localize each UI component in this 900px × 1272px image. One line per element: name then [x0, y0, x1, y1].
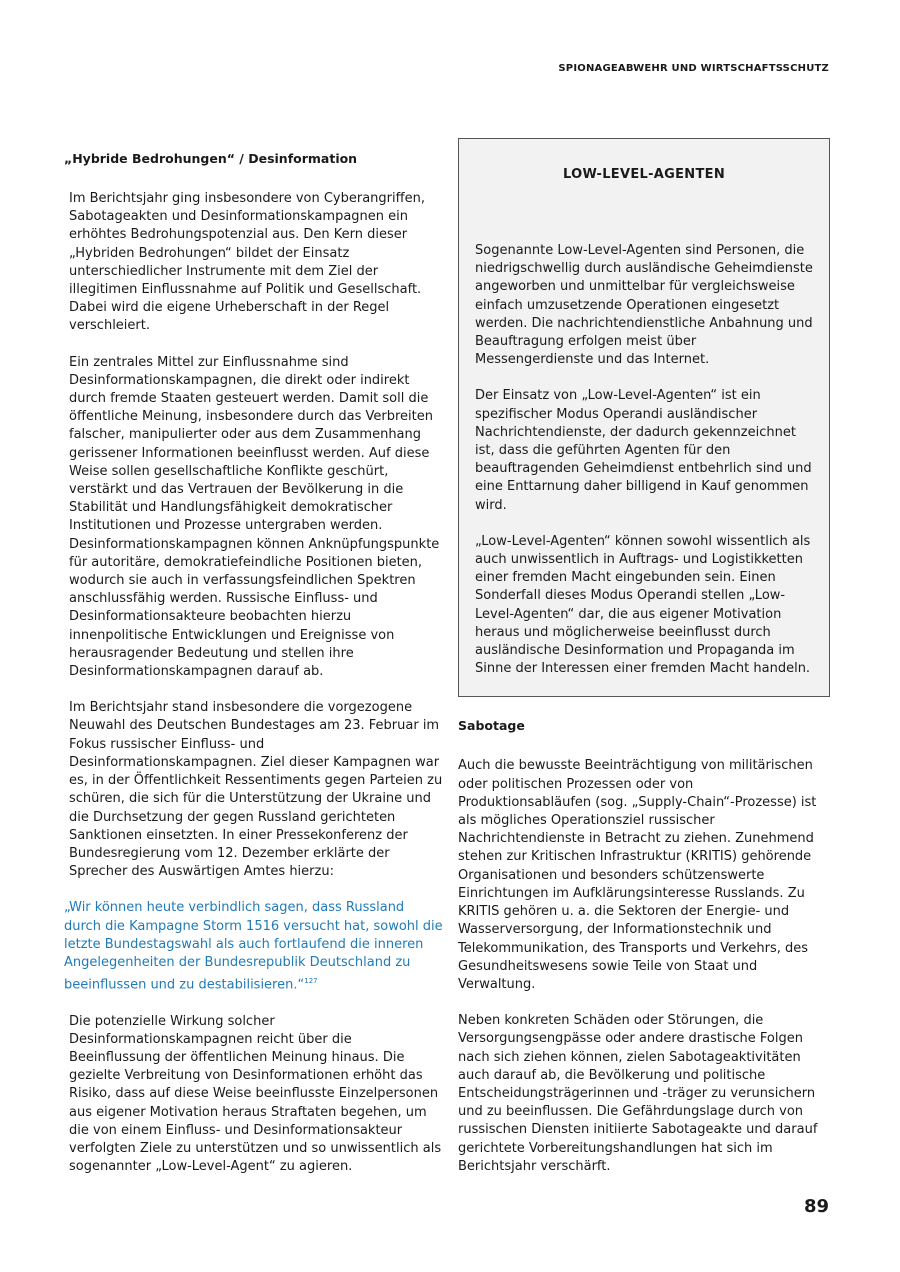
info-box — [458, 138, 830, 697]
paragraph: Die potenzielle Wirkung solcher Desinformationskampagnen reicht über die Beeinflussung der öffentlichen Meinung hinaus. Die gezielte Verbreitung von Desinformationen erhöht das Risiko, dass auf diese Weise beeinflusste Einzelpersonen aus eigener Motivation heraus Straftaten begehen, um die von einem Einfluss- und Desinformationsakteur verfolgten Ziele zu unterstützen und so unwissentlich als sogenannter „Low-Level-Agent“ zu agieren. — [69, 1013, 442, 1175]
paragraph: „Low-Level-Agenten“ können sowohl wissentlich als auch unwissentlich in Auftrags- und Logistikketten einer fremden Macht eingebunden sein. Einen Sonderfall dieses Modus Operandi stellen „Low-Level-Agenten“ dar, die aus eigener Motivation heraus und möglicherweise beeinflusst durch ausländische Desinformation und Propaganda im Sinne der Interessen einer fremden Macht handeln. — [475, 533, 811, 677]
left-column — [64, 150, 444, 1194]
paragraph: Sogenannte Low-Level-Agenten sind Personen, die niedrigschwellig durch ausländische Geheimdienste angeworben und unmittelbar für vergleichsweise einfach umzusetzende Operationen eingesetzt werden. Die nachrichtendienstliche Anbahnung und Beauftragung erfolgen meist über Messengerdienste und das Internet. — [475, 243, 813, 368]
paragraph: Im Berichtsjahr stand insbesondere die vorgezogene Neuwahl des Deutschen Bundestages am 23. Februar im Fokus russischer Einfluss- und Desinformationskampagnen. Ziel dieser Kampagnen war es, in der Öffentlichkeit Ressentiments gegen Parteien zu schüren, die sich für die Unterstützung der Ukraine und die Durchsetzung der gegen Russland gerichteten Sanktionen einsetzten. In einer Pressekonferenz der Bundesregierung vom 12. Dezember erklärte der Sprecher des Auswärtigen Amtes hierzu: — [69, 700, 443, 880]
right-column — [458, 138, 830, 1194]
quote-text: „Wir können heute verbindlich sagen, dass Russland durch die Kampagne Storm 1516 versucht hat, sowohl die letzte Bundestagswahl als auch fortlaufend die inneren Angelegenheiten der Bundesrepublik Deutschland zu beeinflussen und zu destabilisieren.“ — [64, 900, 443, 993]
footnote-marker[interactable]: 127 — [304, 977, 318, 986]
blockquote — [64, 899, 444, 994]
paragraph: Neben konkreten Schäden oder Störungen, die Versorgungsengpässe oder andere drastische Folgen nach sich ziehen können, zielen Sabotageaktivitäten auch darauf ab, die Bevölkerung und politische Entscheidungsträgerinnen und -träger zu verunsichern und zu beeinflussen. Die Gefährdungslage durch von russischen Diensten initiierte Sabotageakte und darauf gerichtete Vorbereitungshandlungen hat sich im Berichtsjahr verschärft. — [458, 1013, 818, 1174]
info-box-title: LOW-LEVEL-AGENTEN — [562, 167, 726, 182]
section-heading-hybrid-threats: „Hybride Bedrohungen“ / Desinformation — [64, 151, 358, 166]
running-title: SPIONAGEABWEHR UND WIRTSCHAFTSSCHUTZ — [558, 63, 829, 74]
paragraph: Auch die bewusste Beeinträchtigung von militärischen oder politischen Prozessen oder von Produktionsabläufen (sog. „Supply-Chain“-Prozesse) ist als mögliches Operationsziel russischer Nachrichtendienste in Betracht zu ziehen. Zunehmend stehen zur Kritischen Infrastruktur (KRITIS) gehörende Organisationen und besonders schützenswerte Einrichtungen im Aufklärungsinteresse Russlands. Zu KRITIS gehören u. a. die Sektoren der Energie- und Wasserversorgung, der Informationstechnik und Telekommunikation, des Transports und Verkehrs, des Gesundheitswesens sowie Teile von Staat und Verwaltung. — [458, 758, 817, 992]
paragraph: Im Berichtsjahr ging insbesondere von Cyberangriffen, Sabotageakten und Desinformationskampagnen ein erhöhtes Bedrohungspotenzial aus. Den Kern dieser „Hybriden Bedrohungen“ bildet der Einsatz unterschiedlicher Instrumente mit dem Ziel der illegitimen Einflussnahme auf Politik und Gesellschaft. Dabei wird die eigene Urheberschaft in der Regel verschleiert. — [69, 191, 425, 334]
paragraph: Ein zentrales Mittel zur Einflussnahme sind Desinformationskampagnen, die direkt oder indirekt durch fremde Staaten gesteuert werden. Damit soll die öffentliche Meinung, insbesondere durch das Verbreiten falscher, manipulierter oder aus dem Zusammenhang gerissener Informationen beeinflusst werden. Auf diese Weise sollen gesellschaftliche Konflikte geschürt, verstärkt und das Vertrauen der Bevölkerung in die Stabilität und Handlungsfähigkeit demokratischer Institutionen und Prozesse untergraben werden. Desinformationskampagnen können Anknüpfungspunkte für autoritäre, demokratiefeindliche Positionen bieten, wodurch sie auch in verfassungsfeindlichen Spektren anschlussfähig werden. Russische Einfluss- und Desinformationsakteure beobachten hierzu innenpolitische Entwicklungen und Ereignisse von herausragender Bedeutung und stellen ihre Desinformationskampagnen darauf ab. — [69, 354, 440, 680]
paragraph: Der Einsatz von „Low-Level-Agenten“ ist ein spezifischer Modus Operandi ausländischer Nachrichtendienste, der dadurch gekennzeichnet ist, dass die geführten Agenten für den beauftragenden Geheimdienst entbehrlich sind und eine Enttarnung daher billigend in Kauf genommen wird. — [475, 388, 812, 513]
section-heading-sabotage: Sabotage — [458, 718, 525, 734]
page-number: 89 — [803, 1196, 829, 1217]
sabotage-section — [458, 717, 830, 1175]
